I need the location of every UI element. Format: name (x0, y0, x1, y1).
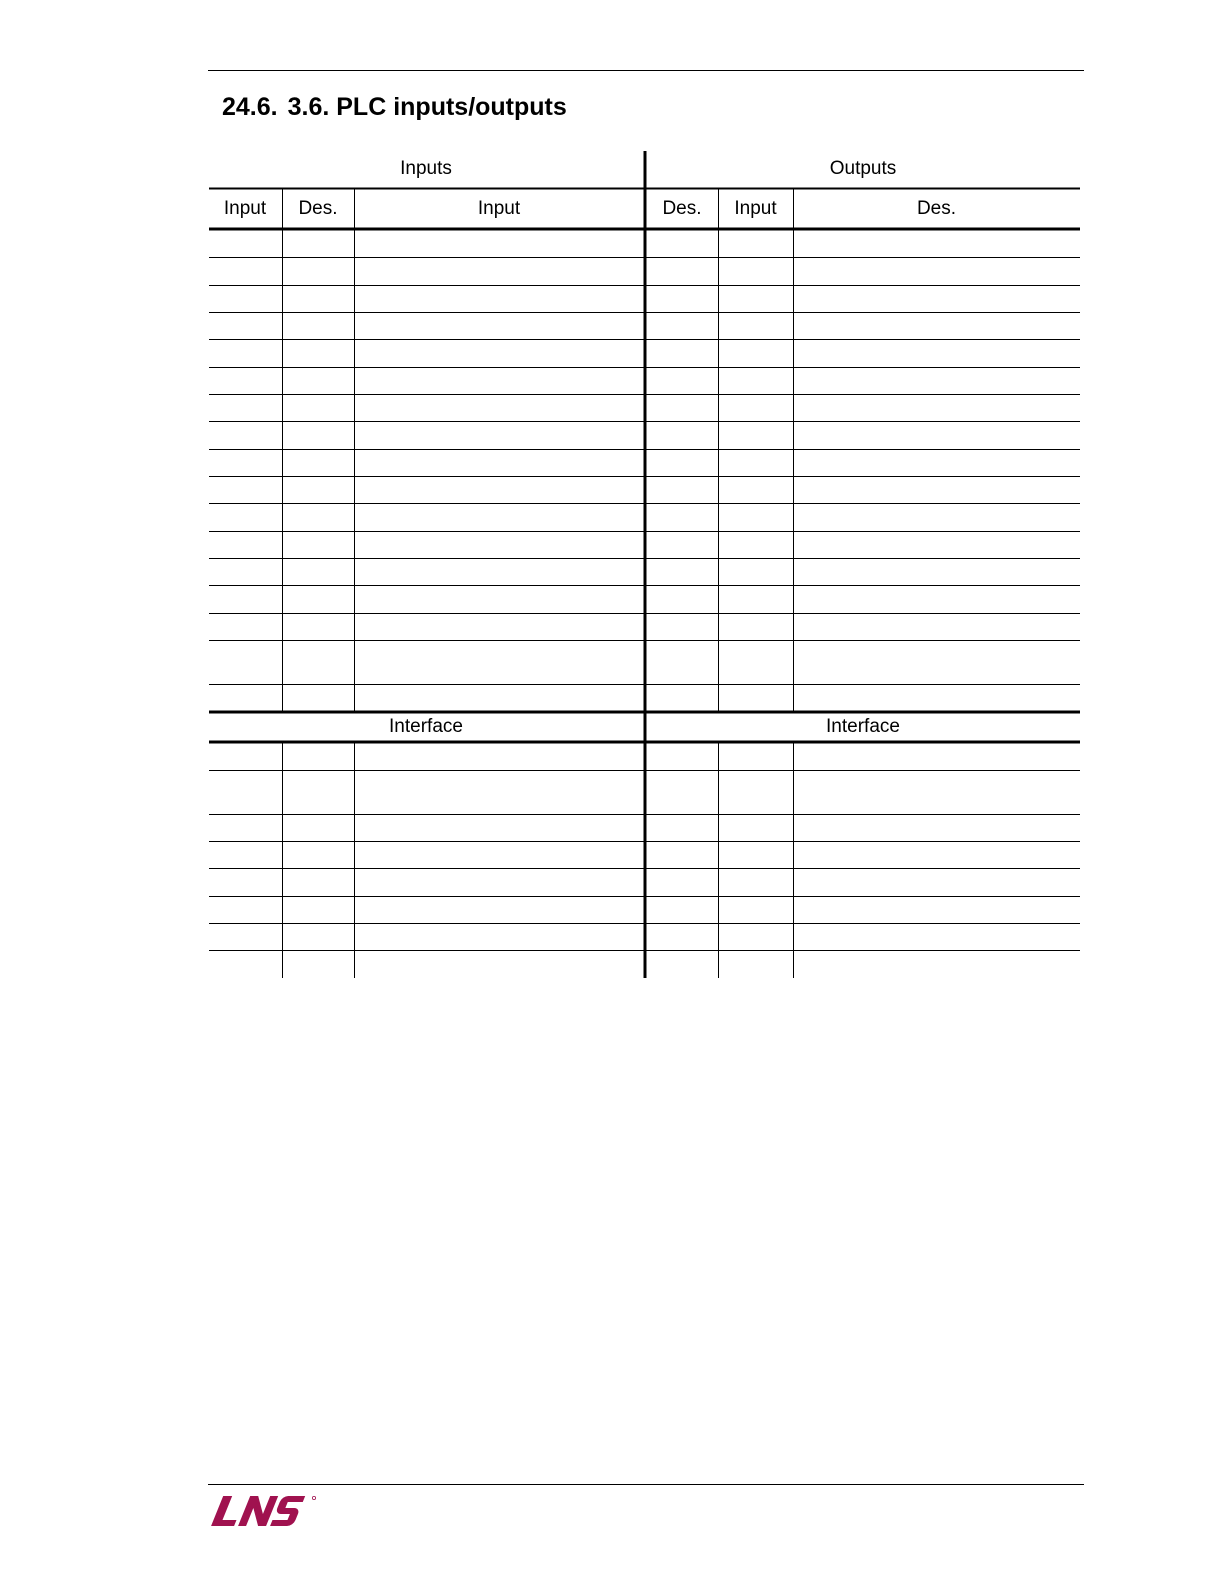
column-header-des-1: Des. (298, 198, 338, 219)
interface-header-right: Interface (826, 716, 900, 737)
section-title: 3.6. PLC inputs/outputs (287, 93, 567, 121)
column-header-input-3: Input (734, 198, 777, 219)
column-header-input-1: Input (223, 198, 267, 219)
inputs-header: Inputs (400, 158, 452, 179)
section-number: 24.6. (222, 93, 278, 121)
outputs-header: Outputs (829, 158, 897, 179)
column-header-des-2: Des. (662, 198, 702, 219)
lns-logo (206, 1494, 318, 1530)
column-header-input-2: Input (477, 198, 521, 219)
column-header-des-3: Des. (916, 198, 957, 219)
interface-header-left: Interface (389, 716, 463, 737)
footer-rule (208, 1484, 1084, 1485)
